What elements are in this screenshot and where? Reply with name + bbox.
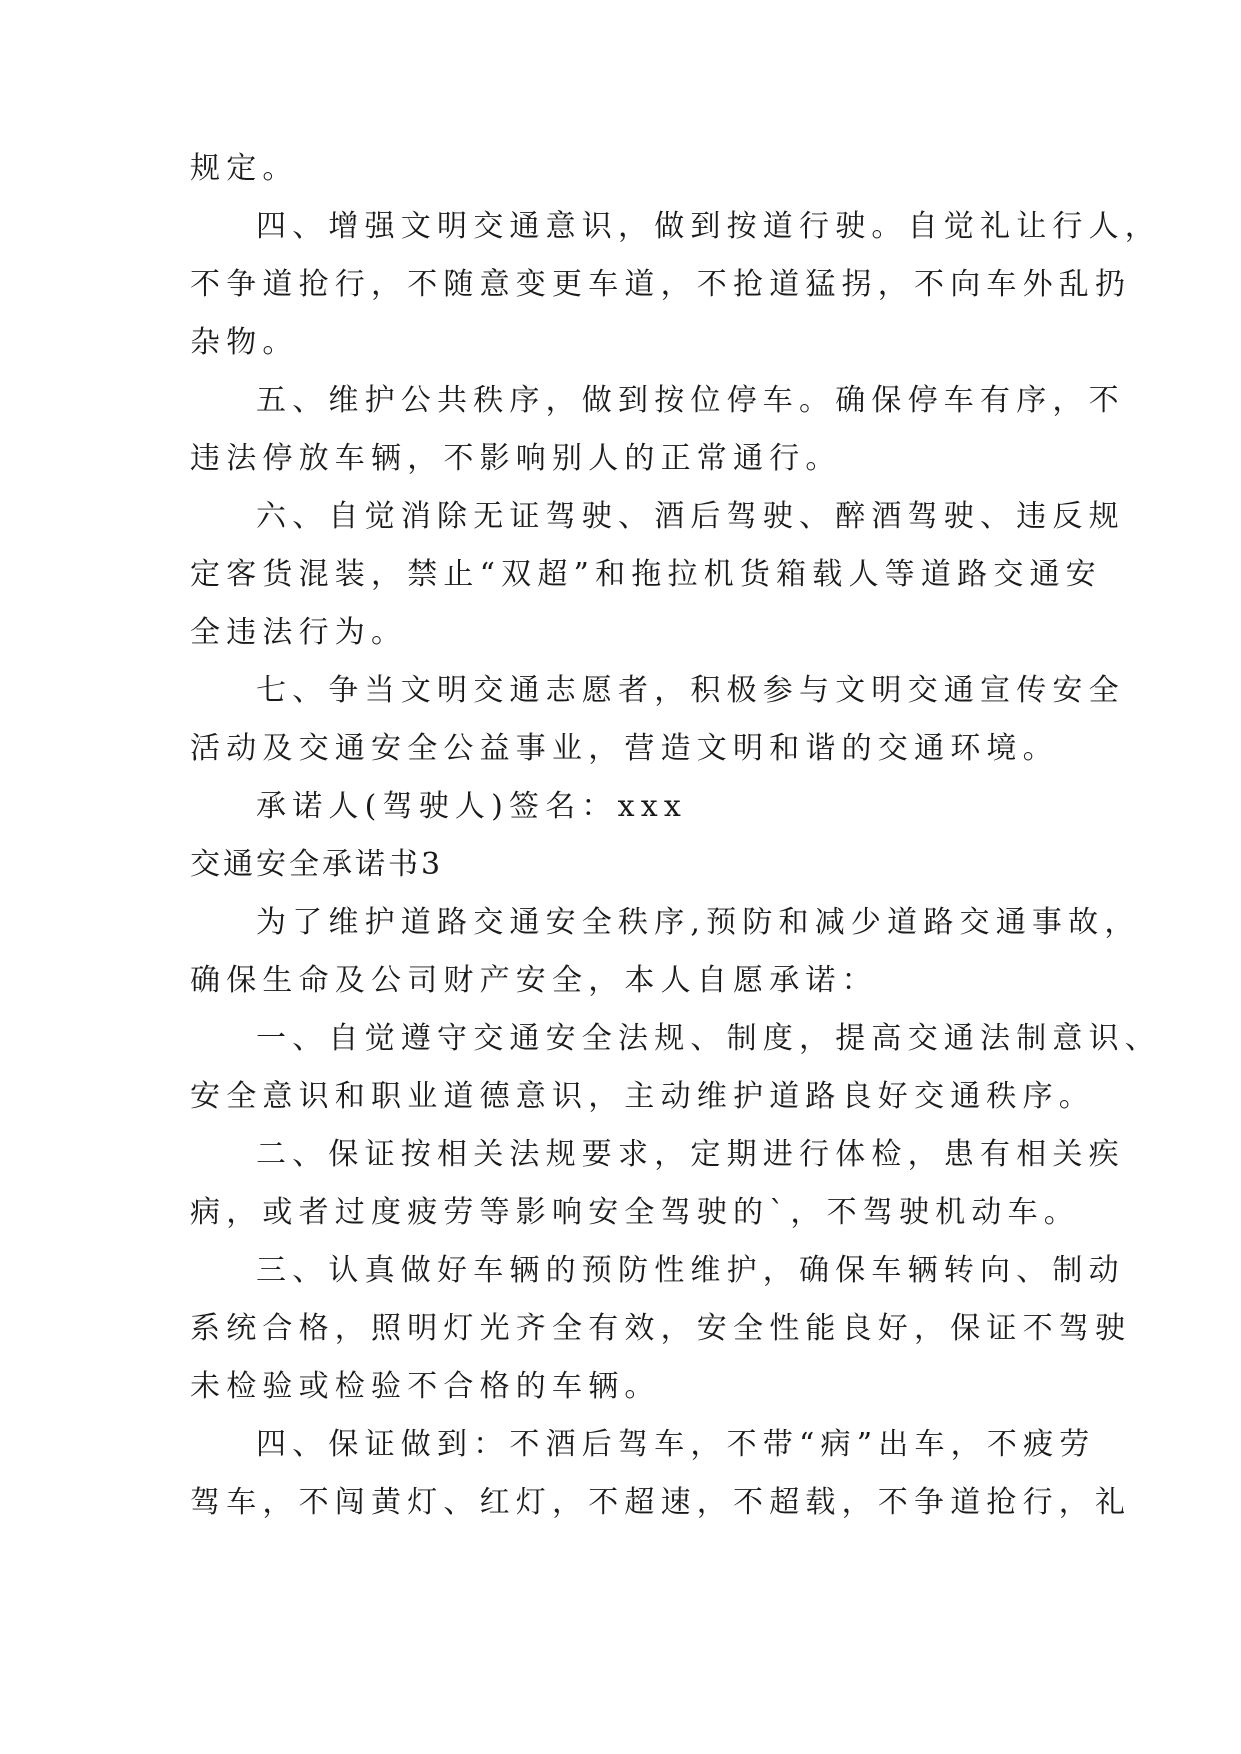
text-line: 杂物。 [190, 325, 299, 360]
text-line: 未检验或检验不合格的车辆。 [190, 1369, 661, 1404]
text-line: 七、争当文明交通志愿者，积极参与文明交通宣传安全 [256, 673, 1125, 708]
text-line: 规定。 [190, 151, 299, 186]
text-line: 不争道抢行，不随意变更车道，不抢道猛拐，不向车外乱扔 [190, 267, 1132, 302]
text-line: 一、自觉遵守交通安全法规、制度，提高交通法制意识、 [256, 1021, 1161, 1056]
text-line: 驾车，不闯黄灯、红灯，不超速，不超载，不争道抢行，礼 [190, 1485, 1132, 1520]
text-line: 四、保证做到：不酒后驾车，不带“病”出车，不疲劳 [256, 1427, 1096, 1462]
signature-line: 承诺人(驾驶人)签名：xxx [256, 789, 687, 824]
text-line: 违法停放车辆，不影响别人的正常通行。 [190, 441, 842, 476]
text-line: 全违法行为。 [190, 615, 408, 650]
text-line: 三、认真做好车辆的预防性维护，确保车辆转向、制动 [256, 1253, 1125, 1288]
text-line: 病，或者过度疲劳等影响安全驾驶的`，不驾驶机动车。 [190, 1195, 1080, 1230]
section-heading: 交通安全承诺书3 [190, 847, 444, 882]
document-page [190, 140, 1161, 1532]
text-line: 四、增强文明交通意识，做到按道行驶。自觉礼让行人， [256, 209, 1161, 244]
text-line: 系统合格，照明灯光齐全有效，安全性能良好，保证不驾驶 [190, 1311, 1132, 1346]
text-line: 为了维护道路交通安全秩序,预防和减少道路交通事故， [256, 905, 1141, 940]
text-line: 五、维护公共秩序，做到按位停车。确保停车有序，不 [256, 383, 1125, 418]
text-line: 活动及交通安全公益事业，营造文明和谐的交通环境。 [190, 731, 1059, 766]
text-line: 二、保证按相关法规要求，定期进行体检，患有相关疾 [256, 1137, 1125, 1172]
text-line: 确保生命及公司财产安全，本人自愿承诺： [190, 963, 878, 998]
text-line: 安全意识和职业道德意识，主动维护道路良好交通秩序。 [190, 1079, 1095, 1114]
text-line: 定客货混装，禁止“双超”和拖拉机货箱载人等道路交通安 [190, 557, 1102, 592]
text-line: 六、自觉消除无证驾驶、酒后驾驶、醉酒驾驶、违反规 [256, 499, 1125, 534]
